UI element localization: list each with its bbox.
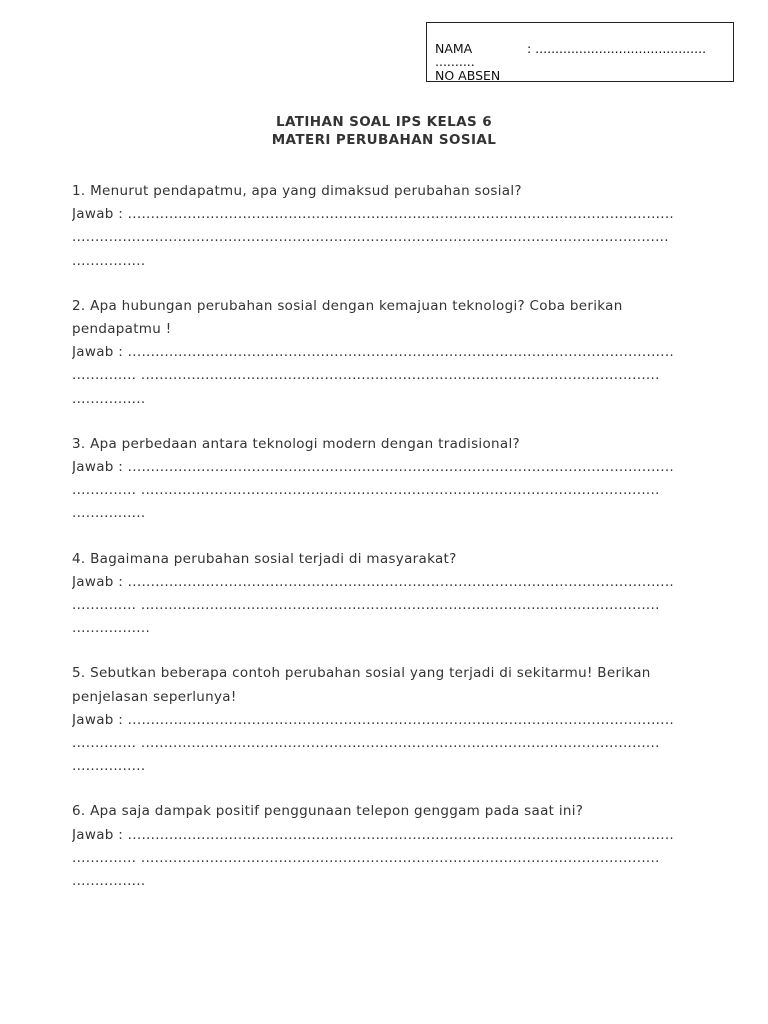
nama-row [435, 43, 731, 55]
answer-line: .............. ................................................................................................................. [72, 367, 660, 384]
answer-line: .............. ................................................................................................................. [72, 597, 660, 614]
nama-value: : ........................................... [527, 41, 707, 56]
question-text: 1. Menurut pendapatmu, apa yang dimaksud perubahan sosial? [72, 183, 522, 199]
answer-line: Jawab : ....................................................................................................................... [72, 206, 675, 223]
answer-line: Jawab : ....................................................................................................................... [72, 344, 675, 361]
answer-line: ................. [72, 620, 151, 637]
answer-line: ................ [72, 252, 146, 269]
question-item [72, 433, 702, 526]
answer-line: .............. ................................................................................................................. [72, 735, 660, 752]
answer-line: ................ [72, 505, 146, 522]
question-item [72, 662, 702, 778]
nama-label: NAMA [435, 41, 473, 56]
answer-line: Jawab : ....................................................................................................................... [72, 459, 675, 476]
student-identity-box [426, 22, 734, 82]
question-item [72, 295, 702, 411]
answer-line: .............. ................................................................................................................. [72, 849, 660, 866]
answer-line: Jawab : ....................................................................................................................... [72, 826, 675, 843]
nama-continuation: .......... [435, 54, 475, 69]
answer-line: ................ [72, 873, 146, 890]
page-subtitle: MATERI PERUBAHAN SOSIAL [271, 132, 497, 148]
answer-line: ................ [72, 758, 146, 775]
page-title: LATIHAN SOAL IPS KELAS 6 [275, 114, 493, 130]
question-text: 6. Apa saja dampak positif penggunaan telepon genggam pada saat ini? [72, 803, 584, 820]
question-text: 4. Bagaimana perubahan sosial terjadi di masyarakat? [72, 550, 457, 567]
question-item [72, 180, 702, 273]
answer-line: ................ [72, 390, 146, 407]
question-item [72, 548, 702, 641]
question-text: 3. Apa perbedaan antara teknologi modern dengan tradisional? [72, 435, 520, 452]
answer-line: .............. ................................................................................................................. [72, 482, 660, 499]
answer-line: Jawab : ....................................................................................................................... [72, 573, 675, 590]
question-text: 5. Sebutkan beberapa contoh perubahan sosial yang terjadi di sekitarmu! Berikan penjelasan seperlunya! [72, 665, 651, 705]
question-text: 2. Apa hubungan perubahan sosial dengan kemajuan teknologi? Coba berikan pendapatmu ! [72, 297, 623, 338]
question-item [72, 800, 702, 893]
question-list [72, 180, 702, 915]
answer-line: Jawab : ....................................................................................................................... [72, 711, 675, 728]
absen-label: NO ABSEN [435, 68, 501, 82]
answer-line: .................................................................................................................................. [72, 229, 669, 246]
